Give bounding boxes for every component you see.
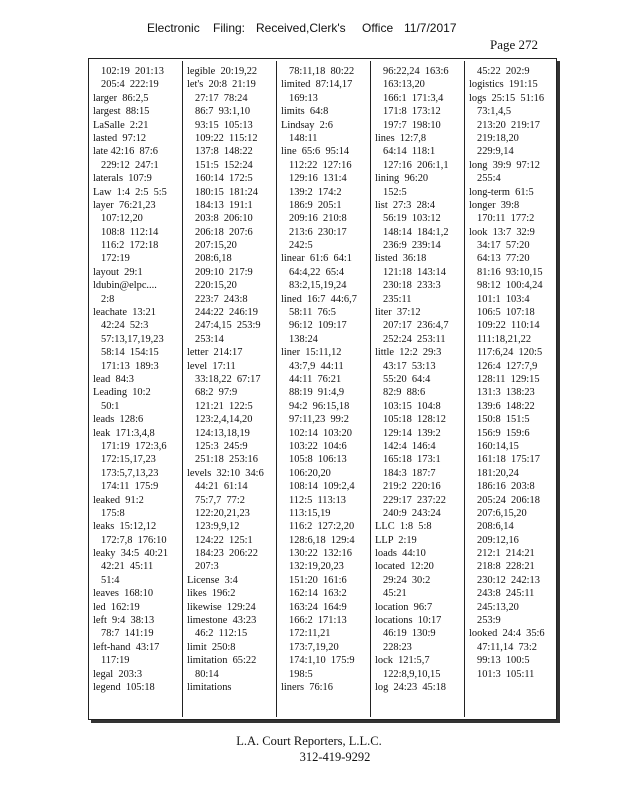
index-entry: 55:20 64:4 — [383, 373, 431, 385]
index-entry: leaked 91:2 — [93, 494, 144, 506]
index-entry: 117:6,24 120:5 — [477, 347, 543, 359]
index-entry: line 65:6 95:14 — [281, 146, 350, 158]
index-entry: 130:22 132:16 — [289, 548, 352, 560]
column-divider — [464, 61, 465, 717]
index-entry: 230:12 242:13 — [477, 574, 540, 586]
index-entry: logistics 191:15 — [469, 79, 538, 91]
index-entry: leachate 13:21 — [93, 307, 156, 319]
index-entry: leak 171:3,4,8 — [93, 427, 155, 439]
index-entry: 197:7 198:10 — [383, 119, 441, 131]
index-entry: 106:20,20 — [289, 467, 331, 479]
index-entry: 116:2 127:2,20 — [289, 521, 355, 533]
index-entry: 27:17 78:24 — [195, 92, 248, 104]
index-entry: limited 87:14,17 — [281, 79, 353, 91]
index-entry: 245:13,20 — [477, 601, 519, 613]
index-entry: LaSalle 2:21 — [93, 119, 149, 131]
index-entry: 125:3 245:9 — [195, 440, 248, 452]
index-entry: LLP 2:19 — [375, 534, 417, 546]
index-entry: 93:15 105:13 — [195, 119, 253, 131]
index-entry: 127:16 206:1,1 — [383, 159, 449, 171]
index-entry: legend 105:18 — [93, 681, 155, 693]
index-entry: 220:15,20 — [195, 280, 237, 292]
index-entry: 156:9 159:6 — [477, 427, 530, 439]
index-entry: 122:20,21,23 — [195, 507, 250, 519]
index-entry: laterals 107:9 — [93, 173, 152, 185]
index-entry: 174:11 175:9 — [101, 481, 159, 493]
index-entry: 57:13,17,19,23 — [101, 333, 164, 345]
index-entry: 44:11 76:21 — [289, 373, 342, 385]
header-title: Electronic — [147, 21, 200, 35]
index-entry: 58:14 154:15 — [101, 347, 159, 359]
filing-stamp-header — [0, 21, 618, 37]
index-entry: 203:8 206:10 — [195, 213, 253, 225]
index-entry: 252:24 253:11 — [383, 333, 446, 345]
index-entry: left-hand 43:17 — [93, 641, 160, 653]
index-entry: 108:14 109:2,4 — [289, 481, 355, 493]
index-entry: 186:9 205:1 — [289, 199, 342, 211]
header-office: Office — [362, 21, 394, 35]
index-entry: 166:1 171:3,4 — [383, 92, 444, 104]
index-entry: 148:14 184:1,2 — [383, 226, 449, 238]
index-entry: 206:18 207:6 — [195, 226, 253, 238]
index-column-1 — [93, 65, 181, 713]
index-entry: 218:8 228:21 — [477, 561, 535, 573]
index-column-3 — [281, 65, 369, 713]
index-entry: 137:8 148:22 — [195, 146, 253, 158]
index-entry: 243:8 245:11 — [477, 588, 535, 600]
index-entry: 126:4 127:7,9 — [477, 360, 538, 372]
index-entry: liner 15:11,12 — [281, 347, 342, 359]
index-entry: Law 1:4 2:5 5:5 — [93, 186, 167, 198]
index-entry: leaky 34:5 40:21 — [93, 548, 169, 560]
index-entry: 171:13 189:3 — [101, 360, 159, 372]
index-entry: late 42:16 87:6 — [93, 146, 158, 158]
index-entry: 46:19 130:9 — [383, 628, 436, 640]
index-entry: limestone 43:23 — [187, 615, 257, 627]
index-entry: License 3:4 — [187, 574, 238, 586]
index-entry: Lindsay 2:6 — [281, 119, 333, 131]
index-entry: 229:17 237:22 — [383, 494, 446, 506]
index-entry: 219:2 220:16 — [383, 481, 441, 493]
index-entry: long 39:9 97:12 — [469, 159, 541, 171]
index-entry: 165:18 173:1 — [383, 454, 441, 466]
index-entry: 169:13 — [289, 92, 318, 104]
index-entry: 121:18 143:14 — [383, 266, 446, 278]
index-entry: 244:22 246:19 — [195, 307, 258, 319]
index-frame — [88, 58, 557, 720]
index-entry: layer 76:21,23 — [93, 199, 156, 211]
index-entry: 205:24 206:18 — [477, 494, 540, 506]
index-entry: 242:5 — [289, 240, 313, 252]
index-entry: 73:1,4,5 — [477, 106, 512, 118]
index-entry: 106:5 107:18 — [477, 307, 535, 319]
index-entry: 99:13 100:5 — [477, 655, 530, 667]
index-entry: 172:11,21 — [289, 628, 331, 640]
index-entry: located 12:20 — [375, 561, 434, 573]
index-entry: 111:18,21,22 — [477, 333, 532, 345]
index-entry: 160:14 172:5 — [195, 173, 253, 185]
index-entry: 172:19 — [101, 253, 130, 265]
index-entry: led 162:19 — [93, 601, 140, 613]
index-entry: LLC 1:8 5:8 — [375, 521, 432, 533]
index-entry: letter 214:17 — [187, 347, 243, 359]
index-entry: 109:22 110:14 — [477, 320, 540, 332]
index-entry: 96:12 109:17 — [289, 320, 347, 332]
index-entry: 33:18,22 67:17 — [195, 373, 261, 385]
index-entry: 148:11 — [289, 132, 318, 144]
index-entry: 228:23 — [383, 641, 412, 653]
index-entry: 208:6,18 — [195, 253, 232, 265]
index-entry: 171:8 173:12 — [383, 106, 441, 118]
index-entry: 236:9 239:14 — [383, 240, 441, 252]
index-entry: 209:16 210:8 — [289, 213, 347, 225]
index-entry: 45:22 202:9 — [477, 66, 530, 77]
index-entry: 46:2 112:15 — [195, 628, 248, 640]
index-entry: 121:21 122:5 — [195, 400, 253, 412]
index-entry: 129:16 131:4 — [289, 173, 347, 185]
index-entry: 208:6,14 — [477, 521, 514, 533]
index-entry: limitations — [187, 681, 232, 693]
index-entry: long-term 61:5 — [469, 186, 534, 198]
index-entry: 186:16 203:8 — [477, 481, 535, 493]
index-entry: 105:18 128:12 — [383, 414, 446, 426]
index-entry: 50:1 — [101, 400, 120, 412]
index-entry: 122:8,9,10,15 — [383, 668, 441, 680]
index-entry: legal 203:3 — [93, 668, 143, 680]
index-entry: 253:14 — [195, 333, 224, 345]
index-entry: 138:24 — [289, 333, 318, 345]
index-entry: 229:12 247:1 — [101, 159, 159, 171]
index-entry: lining 96:20 — [375, 173, 429, 185]
column-divider — [370, 61, 371, 717]
index-entry: 68:2 97:9 — [195, 387, 238, 399]
index-entry: 198:5 — [289, 668, 313, 680]
index-entry: 58:11 76:5 — [289, 307, 336, 319]
index-entry: 170:11 177:2 — [477, 213, 535, 225]
index-entry: 181:20,24 — [477, 467, 519, 479]
index-entry: logs 25:15 51:16 — [469, 92, 545, 104]
index-entry: 43:7,9 44:11 — [289, 360, 344, 372]
index-entry: 161:18 175:17 — [477, 454, 540, 466]
index-entry: 103:22 104:6 — [289, 440, 347, 452]
index-entry: log 24:23 45:18 — [375, 681, 447, 693]
index-entry: 205:4 222:19 — [101, 79, 159, 91]
index-entry: 207:3 — [195, 561, 219, 573]
index-entry: 83:2,15,19,24 — [289, 280, 347, 292]
index-entry: 64:13 77:20 — [477, 253, 530, 265]
index-entry: liners 76:16 — [281, 681, 333, 693]
column-divider — [276, 61, 277, 717]
index-entry: layout 29:1 — [93, 266, 143, 278]
index-entry: 175:8 — [101, 507, 125, 519]
index-entry: 42:21 45:11 — [101, 561, 154, 573]
index-entry: 29:24 30:2 — [383, 574, 431, 586]
index-entry: 123:9,9,12 — [195, 521, 240, 533]
index-entry: ldubin@elpc.... — [93, 280, 157, 292]
header-filing: Filing: — [213, 21, 246, 35]
index-entry: 75:7,7 77:2 — [195, 494, 245, 506]
index-entry: lined 16:7 44:6,7 — [281, 293, 357, 305]
index-entry: 251:18 253:16 — [195, 454, 258, 466]
index-entry: limitation 65:22 — [187, 655, 257, 667]
index-entry: 223:7 243:8 — [195, 293, 248, 305]
index-entry: 78:11,18 80:22 — [289, 66, 355, 77]
index-entry: 82:9 88:6 — [383, 387, 426, 399]
index-entry: lines 12:7,8 — [375, 132, 427, 144]
index-entry: 116:2 172:18 — [101, 240, 159, 252]
index-entry: leaks 15:12,12 — [93, 521, 157, 533]
header-received: Received,Clerk's — [256, 21, 346, 35]
index-entry: 124:13,18,19 — [195, 427, 250, 439]
index-entry: 97:11,23 99:2 — [289, 414, 349, 426]
index-entry: 173:7,19,20 — [289, 641, 339, 653]
index-entry: 94:2 96:15,18 — [289, 400, 350, 412]
index-entry: 174:1,10 175:9 — [289, 655, 355, 667]
index-entry: 209:10 217:9 — [195, 266, 253, 278]
index-entry: 88:19 91:4,9 — [289, 387, 345, 399]
index-entry: 124:22 125:1 — [195, 534, 253, 546]
index-entry: 80:14 — [195, 668, 219, 680]
index-entry: 108:8 112:14 — [101, 226, 159, 238]
index-entry: 213:20 219:17 — [477, 119, 540, 131]
index-entry: likes 196:2 — [187, 588, 236, 600]
page-number: Page 272 — [490, 37, 539, 52]
index-entry: liter 37:12 — [375, 307, 421, 319]
index-entry: 105:8 106:13 — [289, 454, 347, 466]
index-entry: levels 32:10 34:6 — [187, 467, 264, 479]
header-date: 11/7/2017 — [404, 21, 457, 35]
index-entry: 42:24 52:3 — [101, 320, 149, 332]
index-entry: likewise 129:24 — [187, 601, 256, 613]
index-entry: 172:15,17,23 — [101, 454, 156, 466]
footer-company: L.A. Court Reporters, L.L.C. — [236, 734, 382, 748]
index-entry: leaves 168:10 — [93, 588, 154, 600]
index-entry: 142:4 146:4 — [383, 440, 436, 452]
index-entry: legible 20:19,22 — [187, 66, 258, 77]
index-entry: 247:4,15 253:9 — [195, 320, 261, 332]
index-column-4 — [375, 65, 463, 713]
index-entry: left 9:4 38:13 — [93, 615, 155, 627]
index-entry: 34:17 57:20 — [477, 240, 530, 252]
index-entry: larger 86:2,5 — [93, 92, 149, 104]
index-entry: 229:9,14 — [477, 146, 514, 158]
index-entry: 163:13,20 — [383, 79, 425, 91]
index-entry: 129:14 139:2 — [383, 427, 441, 439]
index-entry: 131:3 138:23 — [477, 387, 535, 399]
index-entry: 2:8 — [101, 293, 115, 305]
index-entry: limit 250:8 — [187, 641, 236, 653]
index-entry: 171:19 172:3,6 — [101, 440, 167, 452]
index-entry: 139:2 174:2 — [289, 186, 342, 198]
index-entry: 113:15,19 — [289, 507, 331, 519]
index-entry: 109:22 115:12 — [195, 132, 258, 144]
index-entry: 98:12 100:4,24 — [477, 280, 543, 292]
index-entry: 47:11,14 73:2 — [477, 641, 537, 653]
index-entry: 207:17 236:4,7 — [383, 320, 449, 332]
index-entry: let's 20:8 21:19 — [187, 79, 256, 91]
index-entry: 235:11 — [383, 293, 412, 305]
index-column-2 — [187, 65, 275, 713]
index-entry: lock 121:5,7 — [375, 655, 430, 667]
index-entry: 253:9 — [477, 615, 501, 627]
index-entry: 81:16 93:10,15 — [477, 266, 543, 278]
index-entry: loads 44:10 — [375, 548, 426, 560]
index-entry: longer 39:8 — [469, 199, 520, 211]
index-entry: 103:15 104:8 — [383, 400, 441, 412]
index-entry: 45:21 — [383, 588, 407, 600]
index-entry: 213:6 230:17 — [289, 226, 347, 238]
index-entry: 86:7 93:1,10 — [195, 106, 251, 118]
index-entry: level 17:11 — [187, 360, 236, 372]
index-entry: little 12:2 29:3 — [375, 347, 442, 359]
index-entry: look 13:7 32:9 — [469, 226, 535, 238]
index-entry: lasted 97:12 — [93, 132, 147, 144]
index-entry: 96:22,24 163:6 — [383, 66, 449, 77]
index-entry: 123:2,4,14,20 — [195, 414, 253, 426]
index-entry: 207:15,20 — [195, 240, 237, 252]
index-entry: 255:4 — [477, 173, 501, 185]
index-entry: 151:5 152:24 — [195, 159, 253, 171]
index-entry: leads 128:6 — [93, 414, 144, 426]
index-entry: 172:7,8 176:10 — [101, 534, 167, 546]
index-entry: 173:5,7,13,23 — [101, 467, 159, 479]
index-entry: 139:6 148:22 — [477, 400, 535, 412]
index-entry: 117:19 — [101, 655, 130, 667]
index-entry: 112:22 127:16 — [289, 159, 352, 171]
index-entry: 230:18 233:3 — [383, 280, 441, 292]
index-entry: lead 84:3 — [93, 373, 134, 385]
index-entry: 150:8 151:5 — [477, 414, 530, 426]
index-entry: 219:18,20 — [477, 132, 519, 144]
index-entry: 64:4,22 65:4 — [289, 266, 345, 278]
index-entry: largest 88:15 — [93, 106, 150, 118]
index-entry: 166:2 171:13 — [289, 615, 347, 627]
index-entry: 112:5 113:13 — [289, 494, 346, 506]
footer-phone: 312-419-9292 — [299, 750, 371, 764]
index-entry: 44:21 61:14 — [195, 481, 248, 493]
index-entry: locations 10:17 — [375, 615, 442, 627]
index-entry: 128:11 129:15 — [477, 373, 540, 385]
index-entry: 78:7 141:19 — [101, 628, 154, 640]
column-divider — [182, 61, 183, 717]
index-entry: 209:12,16 — [477, 534, 519, 546]
index-entry: 107:12,20 — [101, 213, 143, 225]
index-entry: 151:20 161:6 — [289, 574, 347, 586]
index-entry: 51:4 — [101, 574, 120, 586]
index-entry: limits 64:8 — [281, 106, 329, 118]
index-column-5 — [469, 65, 555, 713]
index-entry: 101:1 103:4 — [477, 293, 530, 305]
index-entry: location 96:7 — [375, 601, 433, 613]
index-entry: 207:6,15,20 — [477, 507, 527, 519]
index-entry: 64:14 118:1 — [383, 146, 436, 158]
index-entry: listed 36:18 — [375, 253, 427, 265]
index-entry: list 27:3 28:4 — [375, 199, 436, 211]
index-entry: 184:13 191:1 — [195, 199, 253, 211]
index-entry: 163:24 164:9 — [289, 601, 347, 613]
index-entry: 240:9 243:24 — [383, 507, 441, 519]
index-entry: 160:14,15 — [477, 440, 519, 452]
index-entry: 128:6,18 129:4 — [289, 534, 355, 546]
index-entry: 102:14 103:20 — [289, 427, 352, 439]
index-entry: 184:3 187:7 — [383, 467, 436, 479]
index-entry: 152:5 — [383, 186, 407, 198]
index-entry: looked 24:4 35:6 — [469, 628, 545, 640]
index-entry: 102:19 201:13 — [101, 66, 164, 77]
index-entry: 184:23 206:22 — [195, 548, 258, 560]
index-entry: 56:19 103:12 — [383, 213, 441, 225]
index-entry: Leading 10:2 — [93, 387, 151, 399]
index-entry: 162:14 163:2 — [289, 588, 347, 600]
index-entry: linear 61:6 64:1 — [281, 253, 352, 265]
index-entry: 43:17 53:13 — [383, 360, 436, 372]
index-entry: 212:1 214:21 — [477, 548, 535, 560]
index-entry: 132:19,20,23 — [289, 561, 344, 573]
index-entry: 101:3 105:11 — [477, 668, 535, 680]
index-entry: 180:15 181:24 — [195, 186, 258, 198]
